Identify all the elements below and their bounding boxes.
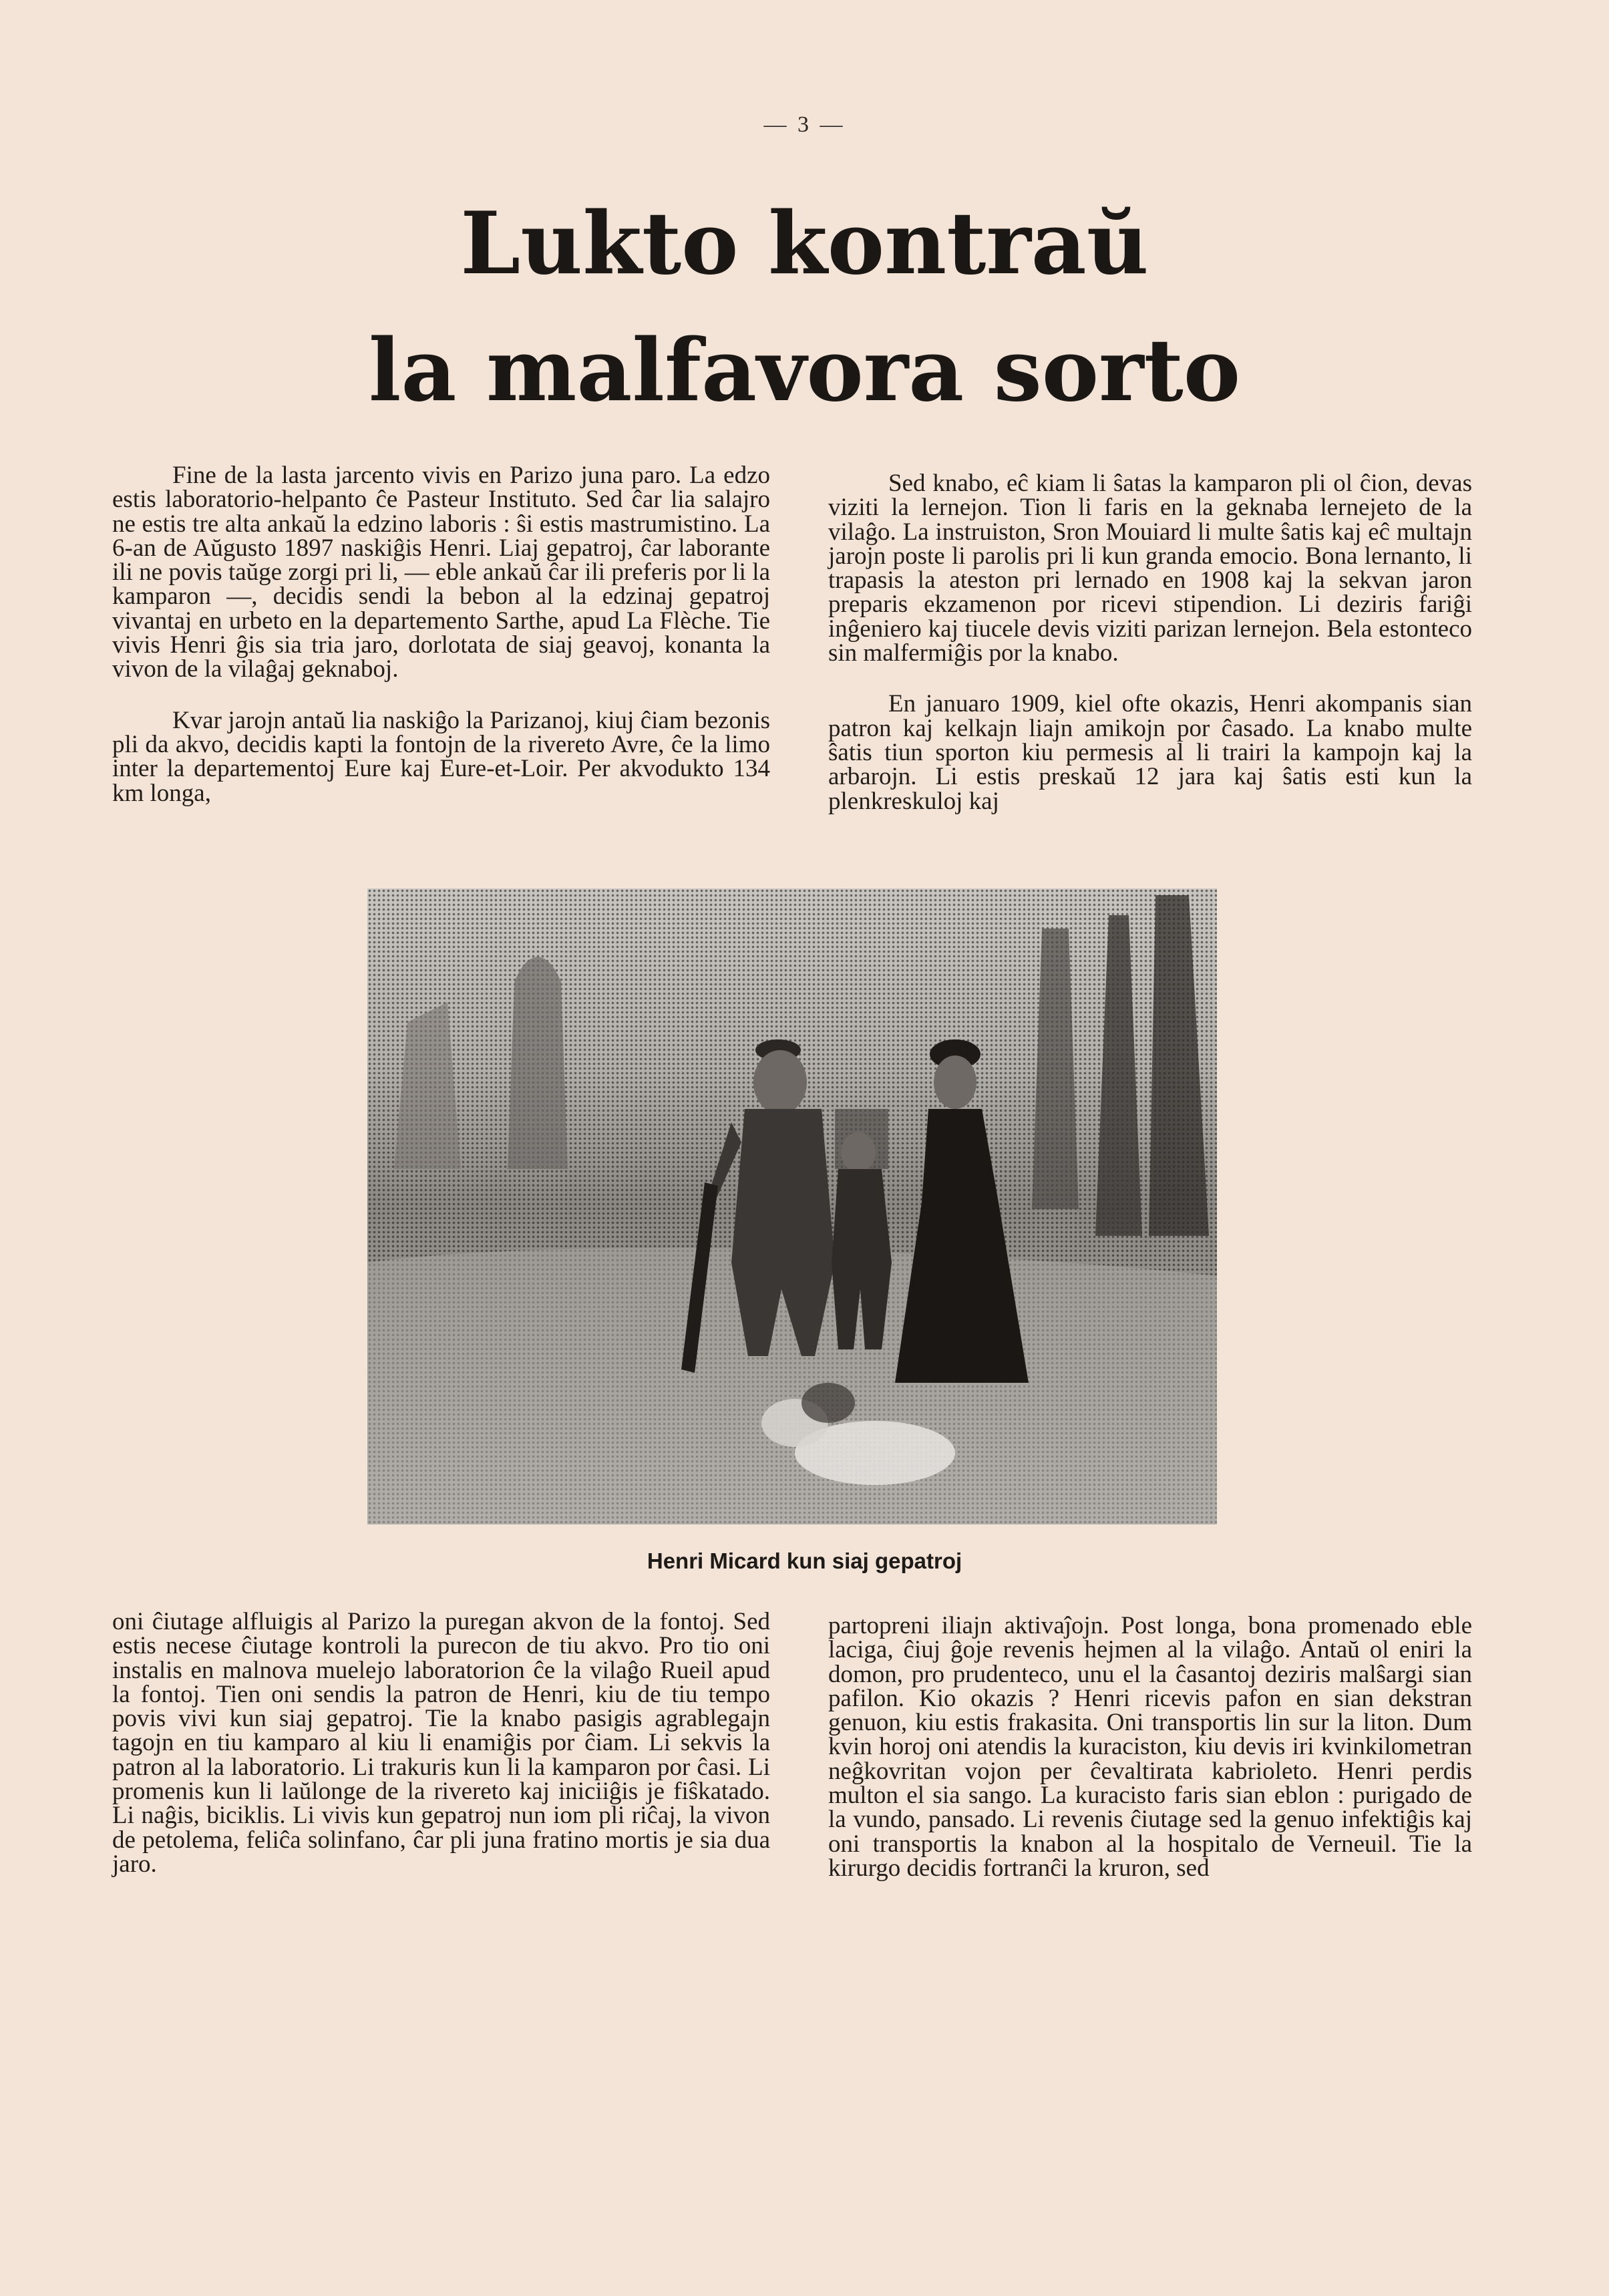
paragraph: Fine de la lasta jarcento vivis en Parizo juna paro. La edzo estis laboratorio-helpanto ĉe Pasteur Instituto. Sed ĉar lia salajro ne estis tre alta ankaŭ la edzino laboris : ŝi estis mastrumistino. La 6-an de Aŭgusto 1897 naskiĝis Henri. Liaj gepatroj, ĉar laborante ili ne povis taŭge zorgi pri li, — eble ankaŭ ĉar ili preferis por li la kamparon —, decidis sendi la bebon al la edzinaj gepatroj vivantaj en urbeto en la departemento Sarthe, apud La Flèche. Tie vivis Henri ĝis sia tria jaro, dorlotata de siaj geavoj, konanta la vivon de la vilaĝaj geknaboj. [112,462,770,683]
column-bottom-right [828,1614,1472,1880]
family-photograph [367,888,1217,1524]
paragraph: partopreni iliajn aktivaĵojn. Post longa, bona promenado eble laciga, ĉiuj ĝoje revenis hejmen al la vilaĝo. Antaŭ ol eniri la domon, pro prudenteco, unu el la ĉasantoj deziris malŝargi sian pafilon. Kio okazis ? Henri ricevis pafon en sian dekstran genuon, kiu estis frakasita. Oni transportis lin sur la liton. Dum kvin horoj oni atendis la kuraciston, kiu devis iri kvinkilometran neĝkovritan vojon per ĉevaltirata kabrioleto. Henri perdis multon el sia sango. La kuracisto faris sian eblon : purigado de la vundo, pansado. Li revenis ĉiutage sed la genuo infektiĝis kaj oni transportis la knabon al la hospitalo de Verneuil. Tie la kirurgo decidis fortranĉi la kruron, sed [828,1612,1472,1882]
paragraph: Kvar jarojn antaŭ lia naskiĝo la Parizanoj, kiuj ĉiam bezonis pli da akvo, decidis kapti la fontojn de la rivereto Avre, ĉe la limo inter la departementoj Eure kaj Eure-et-Loir. Per akvodukto 134 km longa, [112,706,770,807]
title-line-1: Lukto kontraŭ [460,194,1149,294]
article-title [0,180,1609,434]
paragraph: En januaro 1909, kiel ofte okazis, Henri akompanis sian patron kaj kelkajn liajn amikojn por ĉasado. La knabo multe ŝatis tiun sporton kiu permesis al li trairi la kampojn kaj la arbarojn. Li estis preskaŭ 12 jara kaj ŝatis esti kun la plenkreskuloj kaj [828,690,1472,815]
title-line-2: la malfavora sorto [368,321,1241,421]
photo-caption: Henri Micard kun siaj gepatroj [647,1548,962,1573]
column-bottom-left [112,1610,770,1876]
paragraph: oni ĉiutage alfluigis al Parizo la puregan akvon de la fontoj. Sed estis necese ĉiutage kontroli la purecon de tiu akvo. Pro tio oni instalis en malnova muelejo laboratorion ĉe la vilaĝo Rueil apud la fontoj. Tien oni sendis la patron de Henri, kiu de tiu tempo povis vivi kun siaj gepatroj. Tie la knabo pasigis agrablegajn tagojn en tiu kamparo al kiu li enamiĝis por ĉiam. Li sekvis la patron al la laboratorio. Li trakuris kun li la kamparon por ĉasi. Li promenis kun li laŭlonge de la rivereto kaj iniciiĝis je fiŝkatado. Li naĝis, biciklis. Li vivis kun gepatroj nun iom pli riĉaj, la vivon de petolema, feliĉa solinfano, ĉar pli juna fratino mortis je sia dua jaro. [112,1608,770,1878]
paragraph: Sed knabo, eĉ kiam li ŝatas la kamparon pli ol ĉion, devas viziti la lernejon. Tion li faris en la geknaba lernejeto de la vilaĝo. La instruiston, Sron Mouiard li multe ŝatis kaj eĉ multajn jarojn poste li parolis pri li kun granda emocio. Bona lernanto, li trapasis la ateston pri lernado en 1908 kaj la sekvan jaron preparis ekzamenon por ricevi stipendion. Li deziris fariĝi inĝeniero kaj tiucele devis viziti parizan lernejon. Bela estonteco sin malfermiĝis por la knabo. [828,470,1472,667]
photo-illustration [367,888,1217,1524]
column-top-right [828,472,1472,814]
column-top-left [112,464,770,806]
page-number: — 3 — [763,112,846,137]
